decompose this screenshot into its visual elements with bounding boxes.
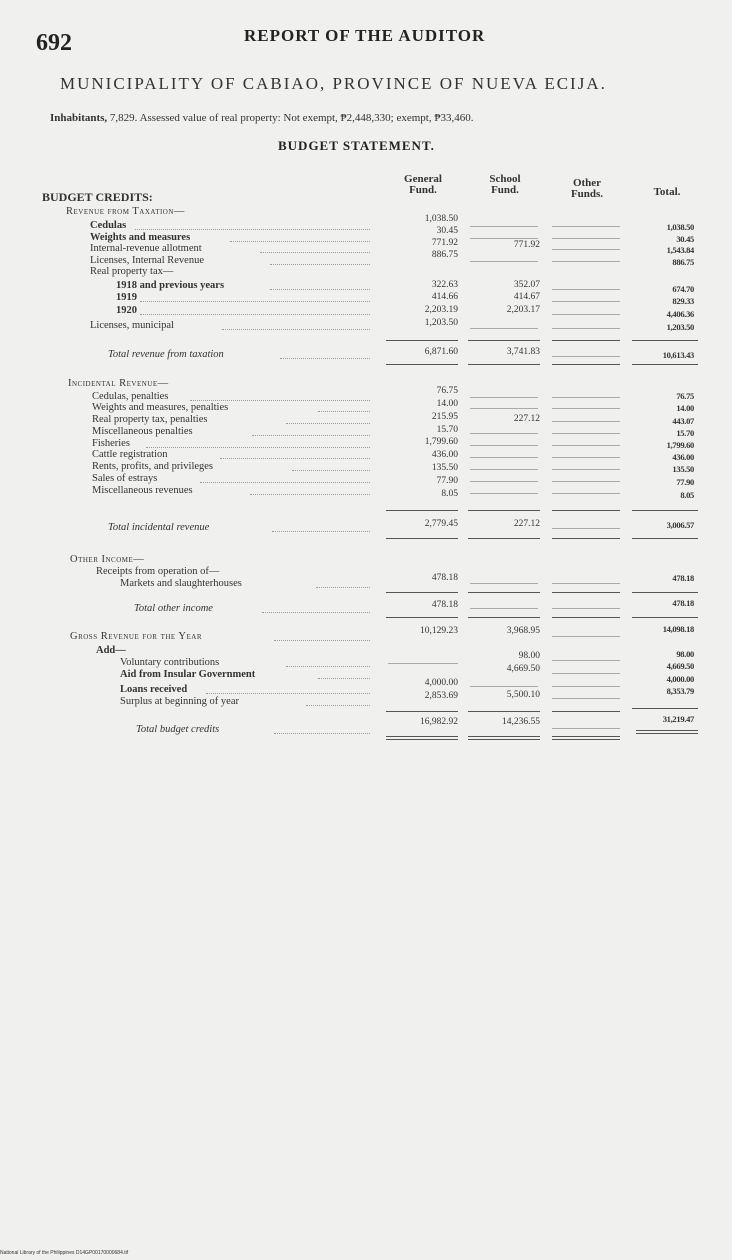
incidental-rule-total — [632, 510, 698, 511]
final-rule-school-2 — [468, 739, 540, 740]
row-volc-total: 98.00 — [676, 649, 694, 659]
row-markets-school-dash — [470, 583, 538, 584]
row-1918-text: 1918 and previous years — [116, 280, 225, 291]
gross-revenue-total: 14,098.18 — [662, 624, 694, 634]
row-licmun-leader — [222, 328, 370, 330]
row-tottax-label — [108, 349, 226, 360]
inhabitants-text: 7,829. Assessed value of real property: Not exempt, ₱2,448,330; exempt, ₱33,460. — [109, 112, 474, 124]
other-income-total-rule-school — [468, 617, 540, 618]
row-wmpen-label — [92, 402, 230, 413]
row-loans-other-dash — [552, 686, 620, 687]
taxation-rule-other — [552, 340, 620, 341]
column-head-school — [468, 174, 542, 196]
row-wmpen-general: 14.00 — [436, 399, 458, 409]
row-loans-text: Loans received — [120, 684, 188, 695]
row-fish-general: 1,799.60 — [424, 437, 458, 447]
row-markets-general: 478.18 — [431, 573, 458, 583]
row-1919-other-dash — [552, 301, 620, 302]
gross-revenue-label — [70, 631, 204, 642]
row-rents-text: Rents, profits, and privileges — [92, 461, 214, 472]
row-irallot-total: 1,543.84 — [666, 245, 694, 255]
row-cedpen-label — [92, 391, 170, 402]
row-tottax-school: 3,741.83 — [506, 347, 540, 357]
row-weights-text: Weights and measures — [90, 232, 191, 243]
row-markets-other-dash — [552, 583, 620, 584]
row-rents-label — [92, 461, 215, 472]
row-cedpen-text: Cedulas, penalties — [92, 391, 169, 402]
incidental-total-rule-total — [632, 538, 698, 539]
row-weights-total: 30.45 — [676, 234, 694, 244]
final-rule-general-1 — [386, 736, 458, 737]
row-aid-school: 4,669.50 — [506, 664, 540, 674]
row-surplus-total: 8,353.79 — [666, 686, 694, 696]
row-totcred-other-dash — [552, 728, 620, 729]
row-totoi-text: Total other income — [134, 603, 213, 614]
row-licint-general: 886.75 — [431, 250, 458, 260]
row-volc-leader — [286, 665, 370, 667]
row-wmpen-total: 14.00 — [676, 403, 694, 413]
row-licmun-other-dash — [552, 328, 620, 329]
row-totcred-school: 14,236.55 — [502, 717, 540, 727]
inhabitants-line — [50, 112, 473, 124]
other-income-rule-school — [468, 592, 540, 593]
credits-rule-general — [386, 711, 458, 712]
other-income-total-rule-general — [386, 617, 458, 618]
row-tottax-leader — [280, 357, 370, 359]
row-surplus-general: 2,853.69 — [424, 691, 458, 701]
row-totcred-total: 31,219.47 — [662, 714, 694, 724]
add-heading: Add— — [96, 645, 126, 656]
gross-revenue-text: Gross Revenue for the Year — [70, 631, 203, 642]
taxation-rule-general — [386, 340, 458, 341]
row-1919-text: 1919 — [116, 292, 137, 303]
row-licint-other-dash — [552, 261, 620, 262]
row-volc-general-dash — [388, 663, 458, 664]
receipts-heading: Receipts from operation of— — [96, 566, 220, 577]
row-miscrev-other-dash — [552, 493, 620, 494]
row-rppen-text: Real property tax, penalties — [92, 414, 208, 425]
row-cedpen-total: 76.75 — [676, 391, 694, 401]
row-aid-text: Aid from Insular Government — [120, 669, 256, 680]
row-miscpen-leader — [252, 434, 370, 436]
gross-revenue-leader — [274, 639, 370, 641]
final-rule-general-2 — [386, 739, 458, 740]
row-miscpen-label — [92, 426, 195, 437]
row-irallot-school: 771.92 — [513, 240, 540, 250]
row-aid-other-dash — [552, 673, 620, 674]
row-wmpen-leader — [318, 410, 370, 412]
row-totinc-school: 227.12 — [513, 519, 540, 529]
row-rppen-general: 215.95 — [431, 412, 458, 422]
row-1920-label — [116, 305, 139, 316]
row-fish-other-dash — [552, 445, 620, 446]
row-cedulas-text: Cedulas — [90, 220, 127, 231]
row-rppen-total: 443.07 — [672, 416, 694, 426]
other-income-total-rule-total — [632, 617, 698, 618]
budget-statement-title: BUDGET STATEMENT. — [278, 138, 435, 153]
row-volc-text: Voluntary contributions — [120, 657, 220, 668]
other-income-total-rule-other — [552, 617, 620, 618]
row-totinc-other-dash — [552, 528, 620, 529]
row-irallot-general: 771.92 — [431, 238, 458, 248]
row-fish-total: 1,799.60 — [666, 440, 694, 450]
row-licmun-label — [90, 320, 176, 331]
row-rppen-leader — [286, 422, 370, 424]
row-volc-other-dash — [552, 660, 620, 661]
row-1918-other-dash — [552, 289, 620, 290]
running-head: REPORT OF THE AUDITOR — [244, 26, 486, 45]
column-head-other-line2: Funds. — [570, 188, 604, 200]
row-irallot-label — [90, 243, 204, 254]
section-revenue-from-taxation: Revenue from Taxation— — [66, 206, 185, 217]
row-wmpen-other-dash — [552, 408, 620, 409]
row-cedulas-other-dash — [552, 226, 620, 227]
row-irallot-other-dash — [552, 249, 620, 250]
row-1920-leader — [140, 313, 370, 315]
row-irallot-leader — [260, 251, 370, 253]
row-totcred-text: Total budget credits — [136, 724, 220, 735]
column-head-general-line1: General — [404, 173, 442, 185]
real-property-tax-heading: Real property tax— — [90, 266, 174, 277]
column-head-total — [632, 187, 702, 198]
row-miscrev-leader — [250, 493, 370, 495]
other-income-rule-other — [552, 592, 620, 593]
row-1918-school: 352.07 — [513, 280, 540, 290]
row-totcred-general: 16,982.92 — [420, 717, 458, 727]
row-rents-general: 135.50 — [431, 463, 458, 473]
gross-revenue-general: 10,129.23 — [420, 626, 458, 636]
row-weights-label — [90, 232, 192, 243]
page-number: 692 — [36, 30, 72, 56]
row-1920-total: 4,406.36 — [666, 309, 694, 319]
row-wmpen-text: Weights and measures, penalties — [92, 402, 229, 413]
incidental-rule-general — [386, 510, 458, 511]
row-miscrev-text: Miscellaneous revenues — [92, 485, 193, 496]
final-rule-other-2 — [552, 739, 620, 740]
taxation-total-rule-other — [552, 364, 620, 365]
row-1920-school: 2,203.17 — [506, 305, 540, 315]
row-rppen-other-dash — [552, 421, 620, 422]
row-licmun-total: 1,203.50 — [666, 322, 694, 332]
row-1918-leader — [270, 288, 370, 290]
gross-revenue-other-dash — [552, 636, 620, 637]
incidental-total-rule-other — [552, 538, 620, 539]
row-fish-school-dash — [470, 445, 538, 446]
row-surplus-school: 5,500.10 — [506, 690, 540, 700]
row-cedpen-leader — [190, 399, 370, 401]
row-surplus-label — [120, 696, 241, 707]
credits-rule-school — [468, 711, 540, 712]
column-head-school-line1: School — [489, 173, 521, 185]
row-licint-total: 886.75 — [672, 257, 694, 267]
credits-rule-total — [632, 708, 698, 709]
row-tottax-total: 10,613.43 — [662, 350, 694, 360]
row-cedpen-school-dash — [470, 397, 538, 398]
row-cattle-leader — [220, 457, 370, 459]
incidental-total-rule-school — [468, 538, 540, 539]
row-licint-school-dash — [470, 261, 538, 262]
row-estrays-other-dash — [552, 481, 620, 482]
row-licmun-general: 1,203.50 — [424, 318, 458, 328]
row-cattle-general: 436.00 — [431, 450, 458, 460]
row-loans-leader — [206, 692, 370, 694]
row-estrays-leader — [200, 481, 370, 483]
row-fish-leader — [146, 446, 370, 448]
row-miscpen-school-dash — [470, 433, 538, 434]
column-head-general — [386, 174, 460, 196]
row-loans-school-dash — [470, 686, 538, 687]
row-1920-other-dash — [552, 314, 620, 315]
row-miscpen-general: 15.70 — [436, 425, 458, 435]
row-weights-leader — [230, 240, 370, 242]
scan-footer: National Library of the Philippines D14GP00170000684.tif — [0, 1250, 129, 1256]
final-rule-other-1 — [552, 736, 620, 737]
taxation-total-rule-total — [632, 364, 698, 365]
row-loans-general: 4,000.00 — [424, 678, 458, 688]
row-markets-total: 478.18 — [672, 573, 694, 583]
row-fish-label — [92, 438, 132, 449]
row-totcred-leader — [274, 732, 370, 734]
row-tottax-other-dash — [552, 356, 620, 357]
row-estrays-general: 77.90 — [436, 476, 458, 486]
row-rents-other-dash — [552, 469, 620, 470]
row-estrays-text: Sales of estrays — [92, 473, 158, 484]
final-rule-total-2 — [636, 733, 698, 734]
row-cattle-text: Cattle registration — [92, 449, 168, 460]
column-head-school-line2: Fund. — [491, 184, 519, 196]
other-income-rule-general — [386, 592, 458, 593]
section-other-income: Other Income— — [70, 554, 145, 565]
row-cattle-label — [92, 449, 170, 460]
credits-rule-other — [552, 711, 620, 712]
row-weights-general: 30.45 — [436, 226, 458, 236]
row-miscrev-general: 8.05 — [441, 489, 458, 499]
row-cedulas-school-dash — [470, 226, 538, 227]
row-estrays-total: 77.90 — [676, 477, 694, 487]
section-budget-credits: BUDGET CREDITS: — [42, 190, 153, 204]
row-cedulas-leader — [135, 228, 370, 230]
row-aid-label — [120, 669, 257, 680]
row-1919-total: 829.33 — [672, 296, 694, 306]
row-rents-total: 135.50 — [672, 464, 694, 474]
row-cedpen-general: 76.75 — [436, 386, 458, 396]
row-licint-text: Licenses, Internal Revenue — [90, 255, 204, 266]
column-head-general-line2: Fund. — [409, 184, 437, 196]
row-1918-total: 674.70 — [672, 284, 694, 294]
row-rents-school-dash — [470, 469, 538, 470]
row-volc-label — [120, 657, 221, 668]
row-totoi-leader — [262, 611, 370, 613]
row-totinc-label — [108, 522, 211, 533]
row-cattle-total: 436.00 — [672, 452, 694, 462]
row-totoi-total: 478.18 — [672, 598, 694, 608]
row-1918-label — [116, 280, 226, 291]
row-fish-text: Fisheries — [92, 438, 130, 449]
section-incidental-revenue: Incidental Revenue— — [68, 378, 169, 389]
row-volc-school: 98.00 — [518, 651, 540, 661]
inhabitants-label: Inhabitants, — [50, 112, 108, 124]
row-miscpen-text: Miscellaneous penalties — [92, 426, 193, 437]
incidental-total-rule-general — [386, 538, 458, 539]
row-totoi-general: 478.18 — [431, 600, 458, 610]
row-licmun-school-dash — [470, 328, 538, 329]
municipality-heading: MUNICIPALITY OF CABIAO, PROVINCE OF NUEVA ECIJA. — [60, 74, 607, 93]
row-licint-leader — [270, 263, 370, 265]
column-head-other-line1: Other — [572, 177, 602, 189]
row-totinc-general: 2,779.45 — [424, 519, 458, 529]
other-income-rule-total — [632, 592, 698, 593]
row-totoi-other-dash — [552, 608, 620, 609]
row-1919-general: 414.66 — [431, 292, 458, 302]
final-rule-school-1 — [468, 736, 540, 737]
row-totinc-total: 3,006.57 — [666, 520, 694, 530]
taxation-rule-total — [632, 340, 698, 341]
row-rents-leader — [292, 469, 370, 471]
row-cattle-other-dash — [552, 457, 620, 458]
row-surplus-other-dash — [552, 698, 620, 699]
row-irallot-text: Internal-revenue allotment — [90, 243, 202, 254]
row-totcred-label — [136, 724, 221, 735]
row-tottax-general: 6,871.60 — [424, 347, 458, 357]
taxation-total-rule-general — [386, 364, 458, 365]
row-miscpen-other-dash — [552, 433, 620, 434]
row-aid-leader — [318, 677, 370, 679]
gross-revenue-school: 3,968.95 — [506, 626, 540, 636]
row-surplus-text: Surplus at beginning of year — [120, 696, 239, 707]
row-estrays-label — [92, 473, 159, 484]
row-loans-total: 4,000.00 — [666, 674, 694, 684]
row-markets-label — [120, 578, 244, 589]
row-rppen-label — [92, 414, 209, 425]
row-tottax-text: Total revenue from taxation — [108, 349, 224, 360]
row-1920-general: 2,203.19 — [424, 305, 458, 315]
row-surplus-leader — [306, 704, 370, 706]
row-markets-leader — [316, 586, 370, 588]
row-miscpen-total: 15.70 — [676, 428, 694, 438]
column-head-total-line1: Total. — [653, 186, 681, 198]
row-1919-leader — [140, 300, 370, 302]
row-rppen-school: 227.12 — [513, 414, 540, 424]
incidental-rule-other — [552, 510, 620, 511]
row-wmpen-school-dash — [470, 408, 538, 409]
row-totoi-school-dash — [470, 608, 538, 609]
row-totoi-label — [134, 603, 215, 614]
row-licmun-text: Licenses, municipal — [90, 320, 174, 331]
row-weights-school-dash — [470, 238, 538, 239]
row-cattle-school-dash — [470, 457, 538, 458]
row-1919-school: 414.67 — [513, 292, 540, 302]
taxation-total-rule-school — [468, 364, 540, 365]
row-aid-total: 4,669.50 — [666, 661, 694, 671]
row-totinc-text: Total incidental revenue — [108, 522, 210, 533]
row-licint-label — [90, 255, 206, 266]
incidental-rule-school — [468, 510, 540, 511]
row-cedpen-other-dash — [552, 397, 620, 398]
row-totinc-leader — [272, 530, 370, 532]
row-miscrev-total: 8.05 — [680, 490, 694, 500]
final-rule-total-1 — [636, 730, 698, 731]
row-cedulas-label — [90, 220, 128, 231]
taxation-rule-school — [468, 340, 540, 341]
row-1919-label — [116, 292, 139, 303]
row-loans-label — [120, 684, 189, 695]
row-weights-other-dash — [552, 238, 620, 239]
row-cedulas-total: 1,038.50 — [666, 222, 694, 232]
row-miscrev-school-dash — [470, 493, 538, 494]
row-cedulas-general: 1,038.50 — [424, 214, 458, 224]
row-1920-text: 1920 — [116, 305, 137, 316]
row-markets-text: Markets and slaughterhouses — [120, 578, 242, 589]
row-miscrev-label — [92, 485, 195, 496]
column-head-other — [550, 178, 624, 200]
row-estrays-school-dash — [470, 481, 538, 482]
row-1918-general: 322.63 — [431, 280, 458, 290]
